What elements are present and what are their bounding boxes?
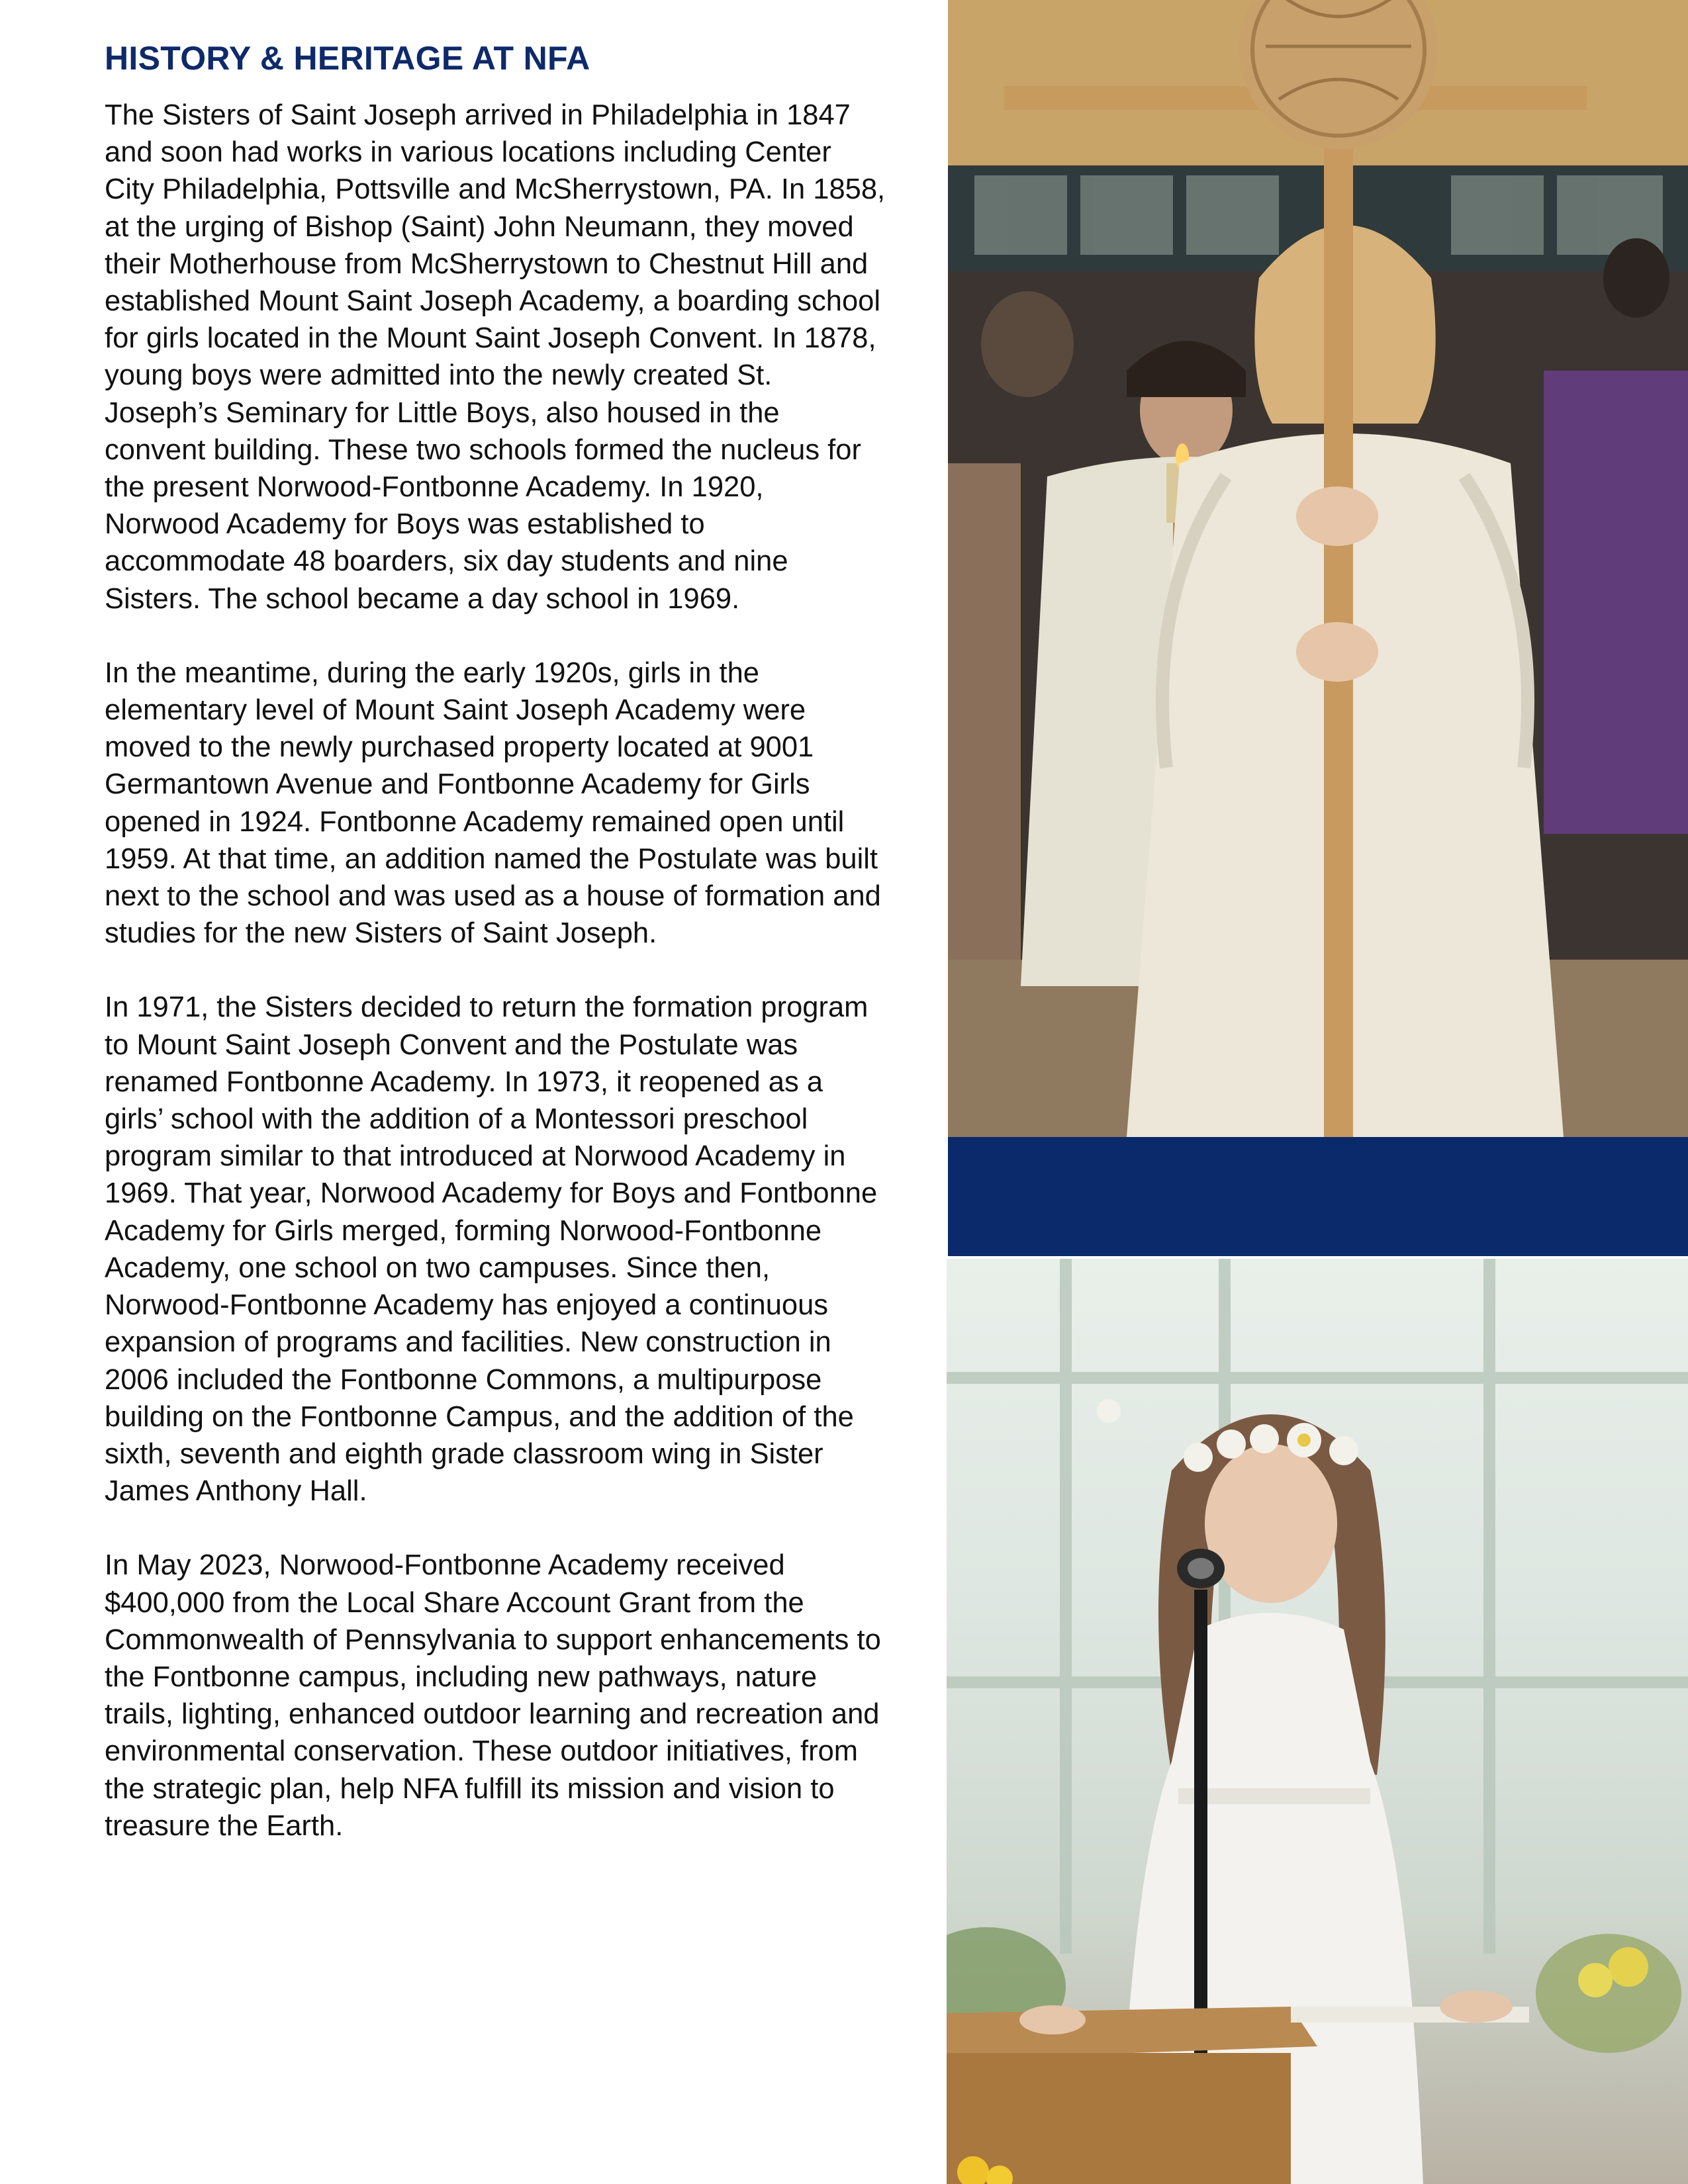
paragraph-history: The Sisters of Saint Joseph arrived in Philadelphia in 1847 and soon had works in various locations including Center City Philadelphia, Pottsville and McSherrystown, PA. In 1858, at the urging of Bishop (Saint) John Neumann, they moved their Motherhouse from McSherrystown to Chestnut Hill and established Mount Saint Joseph Academy, a boarding school for girls located in the Mount Saint Joseph Convent. In 1878, young boys were admitted into the newly created St. Joseph’s Seminary for Little Boys, also housed in the convent building. These two schools formed the nucleus for the present Norwood-Fontbonne Academy. In 1920, Norwood Academy for Boys was established to accommodate 48 boarders, six day students and nine Sisters. The school became a day school in 1969. (105, 99, 886, 615)
lectern-reader-illustration (947, 1259, 1688, 2184)
paragraph-fontbonne-1920s: In the meantime, during the early 1920s, girls in the elementary level of Mount Saint Joseph Academy were moved to the newly purchased property located at 9001 Germantown Avenue and Fontbonne Academy for Girls opened in 1924. Fontbonne Academy remained open until 1959. At that time, an addition named the Postulate was built next to the school and was used as a house of formation and studies for the new Sisters of Saint Joseph. (105, 657, 881, 950)
paragraph-grant-2023: In May 2023, Norwood-Fontbonne Academy received $400,000 from the Local Share Account Grant from the Commonwealth of Pennsylvania to support enhancements to the Fontbonne campus, including new pathways, nature trails, lighting, enhanced outdoor learning and recreation and environmental conservation. These outdoor initiatives, from the strategic plan, help NFA fulfill its mission and vision to treasure the Earth. (105, 1549, 881, 1842)
navy-accent-bar (948, 1137, 1688, 1256)
procession-photo (948, 0, 1688, 1137)
page-title: HISTORY & HERITAGE AT NFA (105, 40, 590, 77)
lectern-reader-photo (947, 1259, 1688, 2184)
paragraph-merger: In 1971, the Sisters decided to return the formation program to Mount Saint Joseph Convent and the Postulate was renamed Fontbonne Academy. In 1973, it reopened as a girls’ school with the addition of a Montessori preschool program similar to that introduced at Norwood Academy in 1969. That year, Norwood Academy for Boys and Fontbonne Academy for Girls merged, forming Norwood-Fontbonne Academy, one school on two campuses. Since then, Norwood-Fontbonne Academy has enjoyed a continuous expansion of programs and facilities. New construction in 2006 included the Fontbonne Commons, a multipurpose building on the Fontbonne Campus, and the addition of the sixth, seventh and eighth grade classroom wing in Sister James Anthony Hall. (105, 991, 878, 1508)
article-column (105, 38, 886, 1882)
procession-photo-illustration (948, 0, 1688, 1137)
